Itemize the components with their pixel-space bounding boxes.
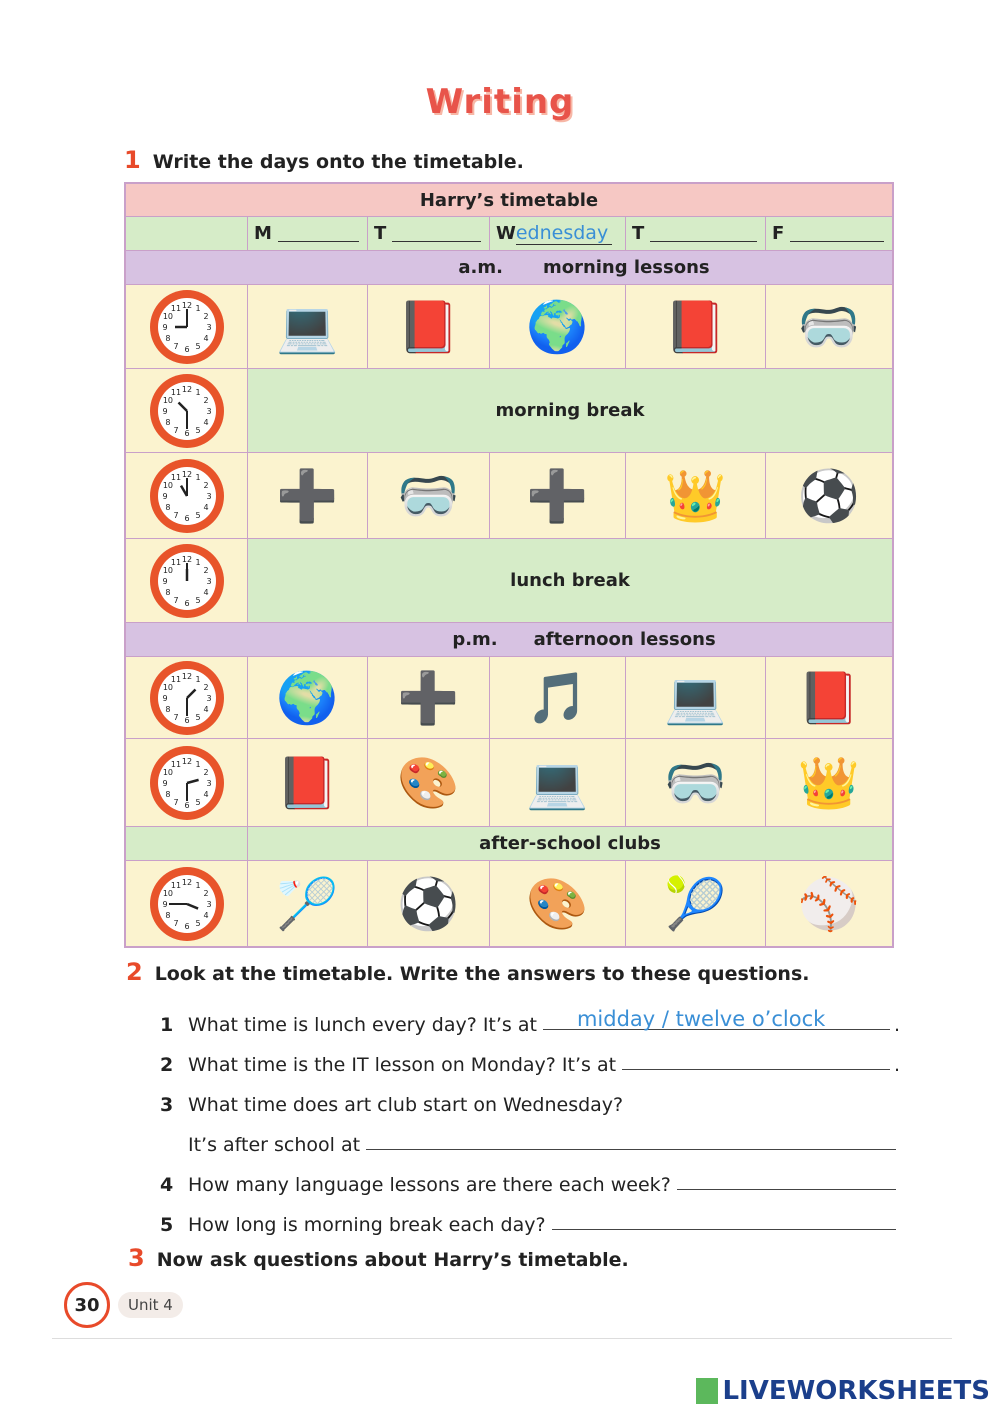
svg-text:8: 8 — [164, 587, 170, 597]
art-icon: 🎨 — [526, 874, 589, 933]
badminton-icon: 🏸 — [276, 874, 339, 933]
svg-text:2: 2 — [203, 311, 209, 321]
pm-band — [126, 623, 892, 657]
exercise-1-heading — [124, 146, 524, 174]
question-1: 1 What time is lunch every day? It’s at midday / twelve o’clock . — [160, 1007, 900, 1036]
svg-text:9: 9 — [161, 778, 168, 788]
clubs-row — [126, 861, 892, 946]
svg-text:5: 5 — [194, 712, 201, 722]
svg-text:10: 10 — [162, 682, 173, 692]
lesson-row-4 — [126, 739, 892, 827]
exercise-2-heading — [126, 958, 809, 986]
lunch-break-row — [126, 539, 892, 623]
book-icon: 📕 — [397, 297, 460, 356]
clock-icon — [150, 374, 224, 448]
morning-break-label: morning break — [495, 400, 645, 421]
svg-text:8: 8 — [164, 910, 170, 920]
svg-text:8: 8 — [164, 417, 170, 427]
clock-icon — [150, 544, 224, 618]
svg-text:3: 3 — [205, 899, 212, 909]
am-title: morning lessons — [542, 257, 710, 278]
am-band — [126, 251, 892, 285]
science-icon: 🥽 — [397, 466, 460, 525]
baseball-icon: ⚾ — [797, 874, 861, 933]
svg-text:11: 11 — [170, 303, 181, 313]
svg-text:9: 9 — [161, 899, 168, 909]
svg-text:6: 6 — [183, 921, 190, 931]
unit-label: Unit 4 — [118, 1292, 183, 1318]
book-icon: 📕 — [664, 297, 727, 356]
svg-text:3: 3 — [205, 778, 212, 788]
maths-icon: ➕ — [397, 668, 460, 727]
svg-text:10: 10 — [162, 480, 173, 490]
book-icon: 📕 — [276, 753, 339, 812]
svg-text:8: 8 — [164, 704, 170, 714]
svg-text:12: 12 — [181, 756, 192, 766]
svg-text:3: 3 — [205, 322, 212, 332]
answer-field-1[interactable]: midday / twelve o’clock — [543, 1005, 890, 1030]
page-footer — [64, 1282, 183, 1328]
svg-text:2: 2 — [203, 682, 209, 692]
svg-text:9: 9 — [161, 491, 168, 501]
svg-text:4: 4 — [203, 789, 209, 799]
clock-icon — [150, 290, 224, 364]
day-monday[interactable]: M — [248, 217, 368, 251]
svg-text:11: 11 — [170, 674, 181, 684]
svg-text:6: 6 — [183, 344, 190, 354]
exercise-3-heading — [128, 1244, 629, 1272]
svg-text:12: 12 — [181, 469, 192, 479]
exercise-3-instruction: Now ask questions about Harry’s timetable. — [156, 1249, 629, 1271]
art-icon: 🎨 — [397, 753, 460, 812]
svg-text:5: 5 — [194, 797, 201, 807]
svg-text:2: 2 — [203, 565, 209, 575]
question-3: 3 What time does art club start on Wednesday? — [160, 1094, 624, 1116]
svg-text:7: 7 — [172, 510, 179, 520]
svg-text:9: 9 — [161, 322, 168, 332]
svg-text:5: 5 — [194, 425, 201, 435]
clock-icon — [150, 746, 224, 820]
svg-text:4: 4 — [203, 704, 209, 714]
wednesday-answer: ednesday — [516, 222, 612, 245]
clock-icon — [150, 867, 224, 941]
svg-text:12: 12 — [181, 671, 192, 681]
svg-text:10: 10 — [162, 311, 173, 321]
book-icon: 📕 — [797, 668, 861, 727]
svg-text:6: 6 — [183, 513, 190, 523]
globe-icon: 🌍 — [276, 668, 339, 727]
svg-text:12: 12 — [181, 300, 192, 310]
svg-text:6: 6 — [183, 715, 190, 725]
science-icon: 🥽 — [797, 297, 861, 356]
question-5: 5 How long is morning break each day? — [160, 1196, 900, 1236]
svg-text:4: 4 — [203, 910, 209, 920]
svg-text:11: 11 — [170, 759, 181, 769]
lesson-row-2 — [126, 453, 892, 539]
maths-icon: ➕ — [526, 466, 589, 525]
exercise-2-instruction: Look at the timetable. Write the answers to these questions. — [154, 963, 810, 985]
svg-text:5: 5 — [194, 341, 201, 351]
svg-text:4: 4 — [203, 502, 209, 512]
svg-text:1: 1 — [194, 303, 201, 313]
svg-text:6: 6 — [183, 428, 190, 438]
page-divider — [52, 1338, 952, 1339]
page-title: Writing — [425, 82, 575, 122]
days-row — [126, 217, 892, 251]
svg-text:1: 1 — [194, 674, 201, 684]
brand-badge-icon — [696, 1378, 718, 1404]
brand-logo: LIVEWORKSHEETS — [696, 1376, 990, 1406]
svg-text:10: 10 — [162, 767, 173, 777]
question-4: 4 How many language lessons are there each week? — [160, 1156, 900, 1196]
svg-text:2: 2 — [203, 888, 209, 898]
svg-text:7: 7 — [172, 918, 179, 928]
question-3-continued: It’s after school at — [160, 1116, 900, 1156]
history-icon: 👑 — [797, 753, 861, 812]
svg-text:12: 12 — [181, 384, 192, 394]
svg-text:6: 6 — [183, 598, 190, 608]
laptop-icon: 💻 — [526, 753, 589, 812]
lesson-row-1 — [126, 285, 892, 369]
svg-text:3: 3 — [205, 491, 212, 501]
clubs-title: after-school clubs — [479, 833, 661, 854]
svg-text:4: 4 — [203, 417, 209, 427]
svg-text:11: 11 — [170, 472, 181, 482]
svg-text:2: 2 — [203, 767, 209, 777]
svg-text:10: 10 — [162, 888, 173, 898]
svg-text:4: 4 — [203, 333, 209, 343]
clock-icon — [150, 661, 224, 735]
day-wednesday[interactable]: W ednesday — [490, 217, 626, 251]
svg-text:7: 7 — [172, 712, 179, 722]
exercise-2-number: 2 — [126, 958, 143, 986]
svg-text:9: 9 — [161, 576, 168, 586]
laptop-icon: 💻 — [276, 297, 339, 356]
history-icon: 👑 — [664, 466, 727, 525]
svg-text:11: 11 — [170, 387, 181, 397]
svg-text:1: 1 — [194, 387, 201, 397]
timetable-title: Harry’s timetable — [126, 184, 892, 217]
pm-label: p.m. — [452, 629, 498, 650]
svg-text:7: 7 — [172, 341, 179, 351]
svg-text:3: 3 — [205, 576, 212, 586]
pm-title: afternoon lessons — [533, 629, 716, 650]
am-label: a.m. — [458, 257, 503, 278]
svg-text:5: 5 — [194, 510, 201, 520]
question-list — [160, 996, 900, 1236]
day-thursday[interactable]: T — [626, 217, 766, 251]
music-icon: 🎵 — [526, 668, 589, 727]
svg-text:8: 8 — [164, 333, 170, 343]
page-number: 30 — [64, 1282, 110, 1328]
science-icon: 🥽 — [664, 753, 727, 812]
svg-text:2: 2 — [203, 480, 209, 490]
globe-icon: 🌍 — [526, 297, 589, 356]
svg-text:9: 9 — [161, 693, 168, 703]
svg-text:9: 9 — [161, 406, 168, 416]
day-friday[interactable]: F — [766, 217, 892, 251]
answer-field-3[interactable] — [366, 1125, 896, 1150]
timetable — [124, 182, 894, 948]
answer-field-2[interactable] — [622, 1045, 890, 1070]
svg-text:1: 1 — [194, 880, 201, 890]
svg-text:11: 11 — [170, 880, 181, 890]
svg-text:12: 12 — [181, 554, 192, 564]
svg-text:8: 8 — [164, 789, 170, 799]
exercise-3-number: 3 — [128, 1244, 145, 1272]
exercise-1-number: 1 — [124, 146, 141, 174]
clubs-band — [248, 827, 892, 861]
day-tuesday[interactable]: T — [368, 217, 490, 251]
laptop-icon: 💻 — [664, 668, 727, 727]
lunch-break-label: lunch break — [510, 570, 630, 591]
svg-text:4: 4 — [203, 587, 209, 597]
exercise-1-instruction: Write the days onto the timetable. — [152, 151, 524, 173]
answer-field-5[interactable] — [552, 1205, 896, 1230]
tennis-icon: 🎾 — [664, 874, 727, 933]
svg-text:1: 1 — [194, 759, 201, 769]
svg-text:3: 3 — [205, 406, 212, 416]
svg-text:3: 3 — [205, 693, 212, 703]
svg-text:10: 10 — [162, 565, 173, 575]
svg-text:2: 2 — [203, 395, 209, 405]
morning-break-row — [126, 369, 892, 453]
svg-text:7: 7 — [172, 425, 179, 435]
svg-text:12: 12 — [181, 877, 192, 887]
sport-icon: ⚽ — [797, 466, 861, 525]
svg-text:6: 6 — [183, 800, 190, 810]
svg-text:7: 7 — [172, 595, 179, 605]
svg-text:1: 1 — [194, 557, 201, 567]
svg-text:10: 10 — [162, 395, 173, 405]
svg-text:5: 5 — [194, 595, 201, 605]
svg-text:11: 11 — [170, 557, 181, 567]
svg-text:1: 1 — [194, 472, 201, 482]
svg-text:8: 8 — [164, 502, 170, 512]
football-icon: ⚽ — [397, 874, 460, 933]
svg-text:5: 5 — [194, 918, 201, 928]
svg-text:7: 7 — [172, 797, 179, 807]
question-2: 2 What time is the IT lesson on Monday? It’s at . — [160, 1036, 900, 1076]
lesson-row-3 — [126, 657, 892, 739]
answer-field-4[interactable] — [677, 1165, 896, 1190]
clock-icon — [150, 459, 224, 533]
maths-icon: ➕ — [276, 466, 339, 525]
